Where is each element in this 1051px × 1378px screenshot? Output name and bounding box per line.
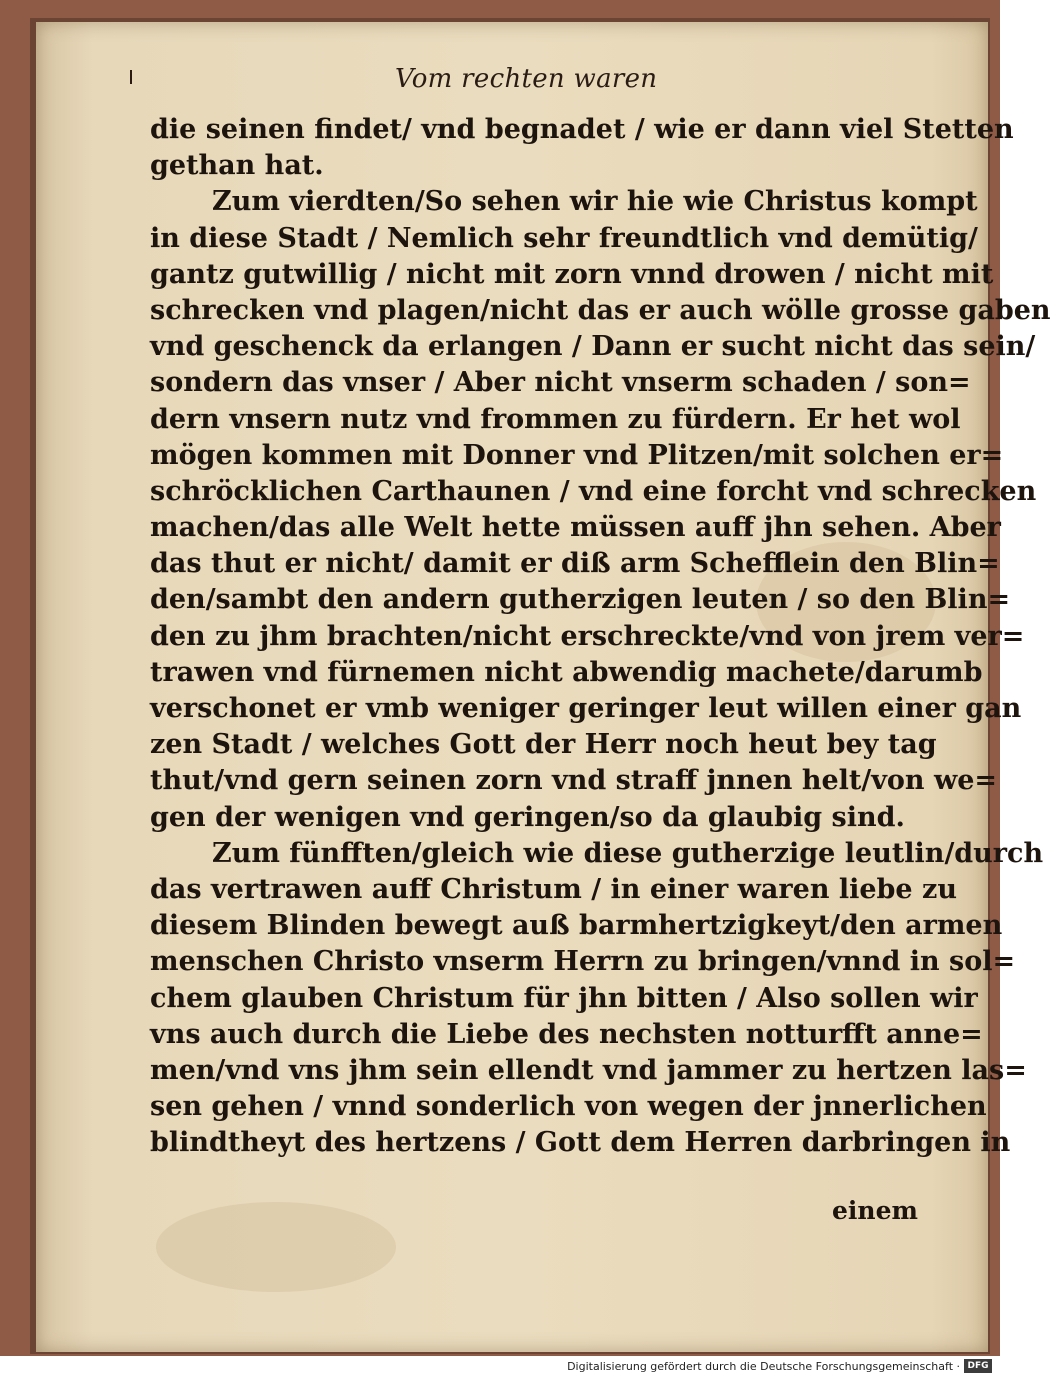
text-line: Zum fünfften/gleich wie diese gutherzige leutlin/durch [212, 837, 1044, 869]
text-line: die seinen findet/ vnd begnadet / wie er dann viel Stetten [150, 114, 1014, 145]
text-line: den zu jhm brachten/nicht erschreckte/vnd von jrem ver= [150, 620, 1025, 652]
text-line: zen Stadt / welches Gott der Herr noch heut bey tag [150, 729, 937, 761]
text-line: schröcklichen Carthaunen / vnd eine forcht vnd schrecken [150, 475, 1037, 507]
footer-bar [0, 1356, 1000, 1378]
text-line: den/sambt den andern gutherzigen leuten / so den Blin= [150, 584, 1011, 616]
text-line: menschen Christo vnserm Herrn zu bringen/vnnd in sol= [150, 946, 1016, 978]
text-line: dern vnsern nutz vnd frommen zu fürdern. Er het wol [150, 403, 961, 435]
body-text [150, 112, 1051, 1161]
text-line: chem glauben Christum für jhn bitten / Also sollen wir [150, 982, 978, 1014]
text-line: diesem Blinden bewegt auß barmhertzigkeyt/den armen [150, 910, 1003, 942]
text-line: vns auch durch die Liebe des nechsten notturfft anne= [150, 1018, 983, 1050]
text-line: men/vnd vns jhm sein ellendt vnd jammer zu hertzen las= [150, 1054, 1027, 1086]
text-line: trawen vnd fürnemen nicht abwendig machete/darumb [150, 656, 983, 688]
running-head: Vom rechten waren [395, 64, 658, 94]
text-line: gantz gutwillig / nicht mit zorn vnnd drowen / nicht mit [150, 258, 994, 290]
dfg-logo-icon[interactable]: DFG [964, 1359, 992, 1373]
text-line: thut/vnd gern seinen zorn vnd straff jnnen helt/von we= [150, 765, 998, 797]
text-line: das thut er nicht/ damit er diß arm Schefflein den Blin= [150, 548, 1000, 580]
paper-stain [156, 1202, 396, 1292]
catchword: einem [832, 1196, 918, 1225]
text-line: das vertrawen auff Christum / in einer waren liebe zu [150, 873, 957, 905]
funding-notice: Digitalisierung gefördert durch die Deutsche Forschungsgemeinschaft · [567, 1360, 960, 1373]
text-line: vnd geschenck da erlangen / Dann er sucht nicht das sein/ [150, 331, 1036, 363]
text-line: in diese Stadt / Nemlich sehr freundtlich vnd demütig/ [150, 222, 978, 254]
text-line: blindtheyt des hertzens / Gott dem Herren darbringen in [150, 1127, 1011, 1159]
text-line: Zum vierdten/So sehen wir hie wie Christus kompt [212, 186, 978, 218]
text-line: gethan hat. [150, 150, 324, 182]
text-line: verschonet er vmb weniger geringer leut willen einer gan [150, 693, 1022, 724]
text-line: machen/das alle Welt hette müssen auff jhn sehen. Aber [150, 512, 1001, 544]
text-line: sen gehen / vnnd sonderlich von wegen der jnnerlichen [150, 1091, 987, 1123]
text-line: schrecken vnd plagen/nicht das er auch wölle grosse gaben [150, 294, 1051, 326]
text-line: mögen kommen mit Donner vnd Plitzen/mit solchen er= [150, 439, 1004, 471]
margin-mark [130, 70, 132, 84]
text-line: gen der wenigen vnd geringen/so da glaubig sind. [150, 801, 905, 833]
text-line: sondern das vnser / Aber nicht vnserm schaden / son= [150, 367, 971, 399]
